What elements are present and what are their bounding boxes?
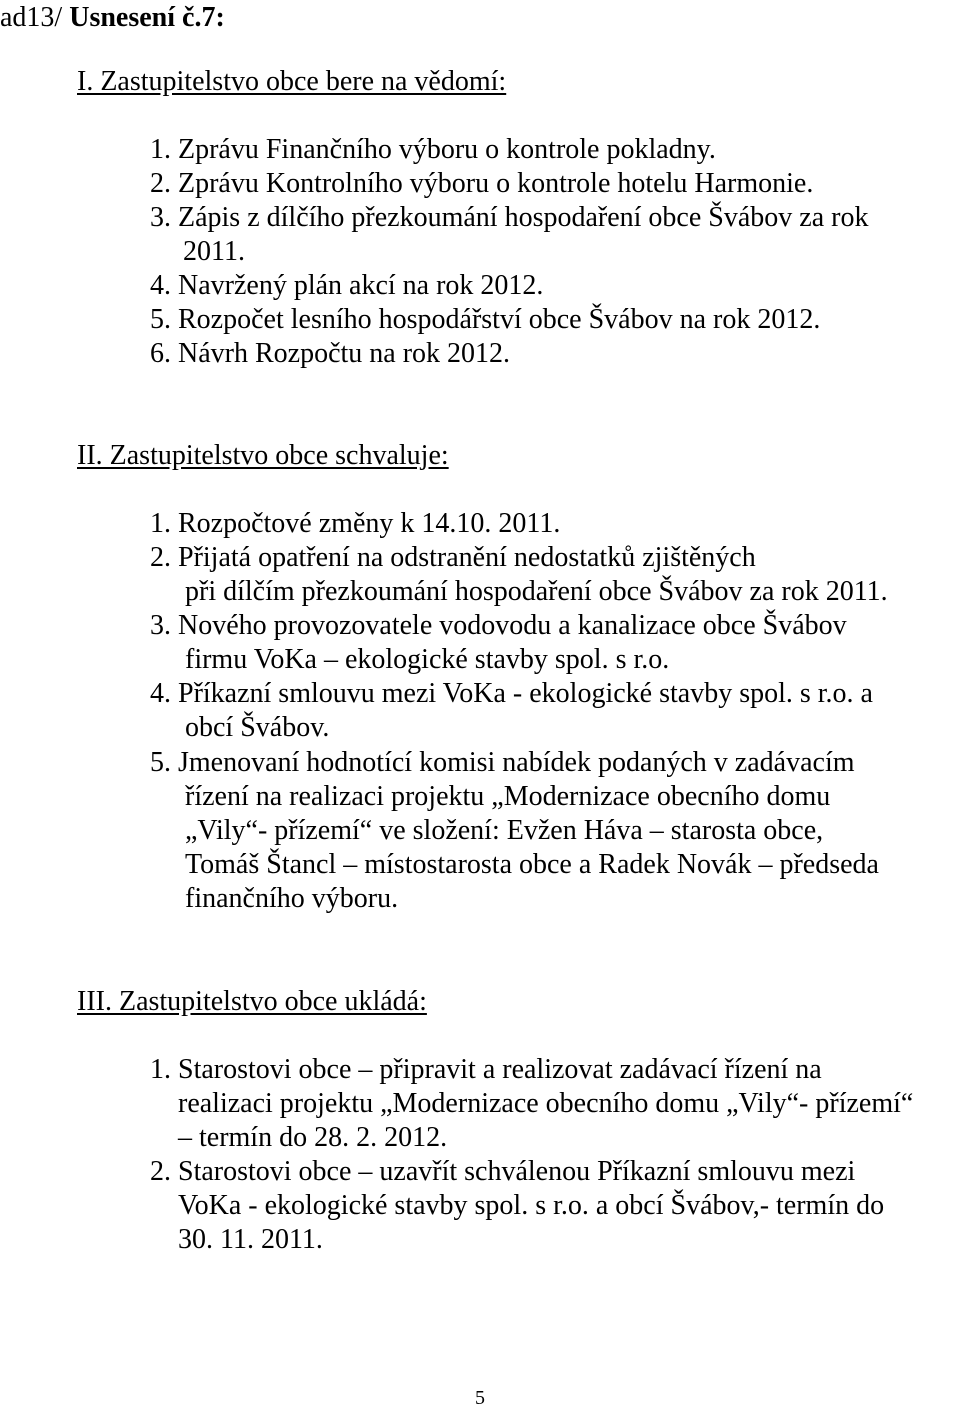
s2-item-3: 3. Nového provozovatele vodovodu a kanalizace obce Švábov	[150, 610, 847, 641]
resolution-heading	[0, 1, 225, 35]
section-1-title: I. Zastupitelstvo obce bere na vědomí:	[77, 66, 507, 97]
s2-item-5-cont4: finančního výboru.	[185, 883, 399, 914]
s2-item-5-cont3: Tomáš Štancl – místostarosta obce a Radek Novák – předseda	[185, 849, 879, 880]
s1-item-3-cont: 2011.	[183, 236, 245, 267]
s3-item-1: 1. Starostovi obce – připravit a realizovat zadávací řízení na	[150, 1054, 822, 1085]
s2-item-5-cont2: „Vily“- přízemí“ ve složení: Evžen Háva – starosta obce,	[185, 815, 824, 846]
s3-item-2: 2. Starostovi obce – uzavřít schválenou Příkazní smlouvu mezi	[150, 1156, 856, 1187]
s3-item-2-cont2: 30. 11. 2011.	[178, 1224, 323, 1255]
s2-item-3-cont: firmu VoKa – ekologické stavby spol. s r.o.	[185, 644, 670, 675]
s3-item-1-cont2: – termín do 28. 2. 2012.	[178, 1122, 448, 1153]
s1-item-2: 2. Zprávu Kontrolního výboru o kontrole hotelu Harmonie.	[150, 168, 814, 199]
s2-item-2: 2. Přijatá opatření na odstranění nedostatků zjištěných	[150, 542, 756, 573]
s1-item-5: 5. Rozpočet lesního hospodářství obce Švábov na rok 2012.	[150, 304, 821, 335]
s2-item-5-cont1: řízení na realizaci projektu „Modernizace obecního domu	[185, 781, 831, 812]
s1-item-3: 3. Zápis z dílčího přezkoumání hospodaření obce Švábov za rok	[150, 202, 869, 233]
s2-item-5: 5. Jmenovaní hodnotící komisi nabídek podaných v zadávacím	[150, 747, 855, 778]
s2-item-2-cont: při dílčím přezkoumání hospodaření obce Švábov za rok 2011.	[185, 576, 888, 607]
s1-item-4: 4. Navržený plán akcí na rok 2012.	[150, 270, 544, 301]
s2-item-4: 4. Příkazní smlouvu mezi VoKa - ekologické stavby spol. s r.o. a	[150, 678, 873, 709]
section-2-title: II. Zastupitelstvo obce schvaluje:	[77, 440, 449, 471]
s3-item-2-cont1: VoKa - ekologické stavby spol. s r.o. a obcí Švábov,- termín do	[178, 1190, 885, 1221]
s2-item-1: 1. Rozpočtové změny k 14.10. 2011.	[150, 508, 561, 539]
heading-title: Usnesení č.7:	[69, 2, 225, 33]
s2-item-4-cont: obcí Švábov.	[185, 712, 330, 743]
s1-item-6: 6. Návrh Rozpočtu na rok 2012.	[150, 338, 511, 369]
s1-item-1: 1. Zprávu Finančního výboru o kontrole pokladny.	[150, 134, 716, 165]
heading-prefix: ad13/	[0, 2, 70, 33]
section-3-title: III. Zastupitelstvo obce ukládá:	[77, 986, 427, 1017]
page-number: 5	[475, 1387, 485, 1409]
s3-item-1-cont1: realizaci projektu „Modernizace obecního domu „Vily“- přízemí“	[178, 1088, 914, 1119]
